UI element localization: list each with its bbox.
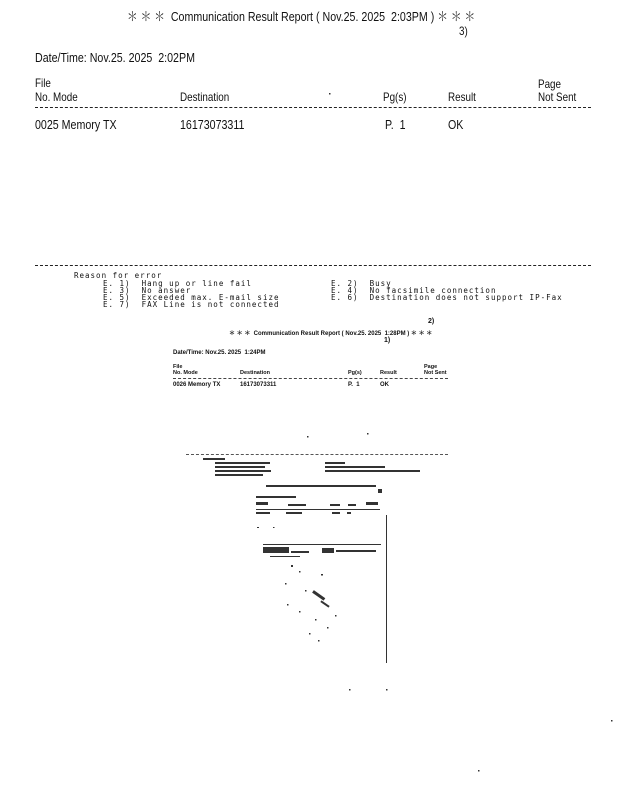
- row-result: OK: [448, 117, 464, 132]
- reason-left-1: E. 1) Hang up or line fail: [103, 279, 252, 288]
- header-destination: Destination: [180, 90, 230, 104]
- reason-left-3: E. 5) Exceeded max. E-mail size: [103, 293, 280, 302]
- nested1-header-page1: Page: [424, 364, 438, 370]
- nested1-row-destination: 16173073311: [240, 382, 277, 388]
- nested1-title: ＊ ＊ ＊ Communication Result Report ( Nov.25. 2025 1:28PM ) ＊ ＊ ＊: [229, 331, 433, 337]
- header-page-line1: Page: [538, 77, 561, 91]
- nested1-datetime: Date/Time: Nov.25. 2025 1:24PM: [173, 350, 266, 356]
- header-file: File: [35, 76, 51, 90]
- report-title: ＊ ＊ ＊ Communication Result Report ( Nov.25. 2025 2:03PM ) ＊ ＊ ＊: [127, 9, 476, 24]
- row-pages: P. 1: [385, 117, 406, 132]
- header-pages: Pg(s): [383, 90, 407, 104]
- header-no-mode: No. Mode: [35, 90, 78, 104]
- header-result: Result: [448, 90, 476, 104]
- page-mark: 3): [459, 24, 468, 38]
- reason-heading: Reason for error: [74, 271, 163, 280]
- datetime-label: Date/Time: Nov.25. 2025 2:02PM: [35, 50, 195, 65]
- nested1-header-pages: Pg(s): [348, 370, 362, 376]
- nested1-row-pages: P. 1: [348, 382, 360, 388]
- nested1-header-file: File: [173, 364, 183, 370]
- reason-right-1: E. 2) Busy: [331, 279, 392, 288]
- nested1-row-file-mode: 0026 Memory TX: [173, 382, 221, 388]
- nested1-mark2: 1): [384, 337, 391, 344]
- header-page-line2: Not Sent: [538, 90, 577, 104]
- row-file-mode: 0025 Memory TX: [35, 117, 117, 132]
- nested1-row-result: OK: [380, 382, 389, 388]
- row-destination: 16173073311: [180, 117, 245, 132]
- nested1-header-destination: Destination: [240, 370, 270, 376]
- reason-left-2: E. 3) No answer: [103, 286, 192, 295]
- nested1-page-mark: 2): [428, 318, 435, 325]
- nested1-header-no-mode: No. Mode: [173, 370, 198, 376]
- nested1-header-page2: Not Sent: [424, 370, 447, 376]
- nested1-header-result: Result: [380, 370, 397, 376]
- reason-right-3: E. 6) Destination does not support IP-Fax: [331, 293, 563, 302]
- reason-left-4: E. 7) FAX Line is not connected: [103, 300, 280, 309]
- reason-right-2: E. 4) No facsimile connection: [331, 286, 497, 295]
